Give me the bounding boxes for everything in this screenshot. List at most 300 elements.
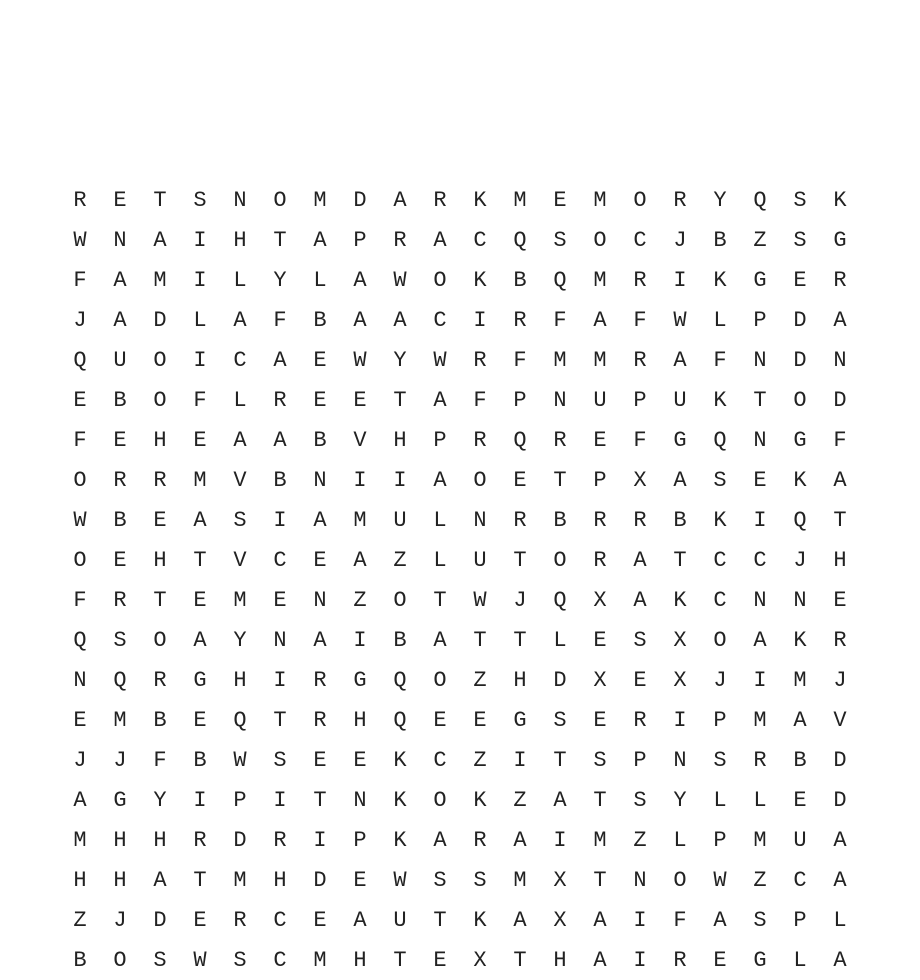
letter-cell[interactable]: H bbox=[353, 947, 367, 973]
letter-cell[interactable]: F bbox=[633, 307, 647, 333]
letter-cell[interactable]: R bbox=[513, 507, 527, 533]
letter-cell[interactable]: E bbox=[793, 787, 807, 813]
letter-cell[interactable]: J bbox=[73, 307, 87, 333]
letter-cell[interactable]: R bbox=[193, 827, 207, 853]
letter-cell[interactable]: A bbox=[833, 827, 847, 853]
letter-cell[interactable]: K bbox=[833, 187, 847, 213]
letter-cell[interactable]: E bbox=[593, 707, 607, 733]
letter-cell[interactable]: L bbox=[313, 267, 327, 293]
letter-cell[interactable]: Z bbox=[353, 587, 367, 613]
letter-cell[interactable]: T bbox=[593, 787, 607, 813]
letter-cell[interactable]: N bbox=[313, 587, 327, 613]
letter-cell[interactable]: T bbox=[193, 867, 207, 893]
letter-cell[interactable]: A bbox=[113, 307, 127, 333]
letter-cell[interactable]: H bbox=[113, 827, 127, 853]
letter-cell[interactable]: O bbox=[153, 347, 167, 373]
letter-cell[interactable]: K bbox=[473, 267, 487, 293]
letter-cell[interactable]: C bbox=[233, 347, 247, 373]
letter-cell[interactable]: H bbox=[513, 667, 527, 693]
letter-cell[interactable]: T bbox=[393, 947, 407, 973]
letter-cell[interactable]: S bbox=[633, 627, 647, 653]
letter-cell[interactable]: F bbox=[633, 427, 647, 453]
letter-cell[interactable]: H bbox=[113, 867, 127, 893]
letter-cell[interactable]: U bbox=[473, 547, 487, 573]
letter-cell[interactable]: C bbox=[753, 547, 767, 573]
letter-cell[interactable]: I bbox=[673, 707, 687, 733]
letter-cell[interactable]: C bbox=[713, 547, 727, 573]
letter-cell[interactable]: Z bbox=[473, 667, 487, 693]
letter-cell[interactable]: Y bbox=[233, 627, 247, 653]
letter-cell[interactable]: K bbox=[793, 627, 807, 653]
letter-cell[interactable]: J bbox=[113, 747, 127, 773]
letter-cell[interactable]: P bbox=[753, 307, 767, 333]
letter-cell[interactable]: K bbox=[793, 467, 807, 493]
letter-cell[interactable]: A bbox=[793, 707, 807, 733]
letter-cell[interactable]: R bbox=[673, 187, 687, 213]
letter-cell[interactable]: A bbox=[273, 347, 287, 373]
letter-cell[interactable]: L bbox=[233, 387, 247, 413]
letter-cell[interactable]: E bbox=[273, 587, 287, 613]
letter-cell[interactable]: J bbox=[513, 587, 527, 613]
letter-cell[interactable]: A bbox=[833, 867, 847, 893]
letter-cell[interactable]: F bbox=[73, 587, 87, 613]
letter-cell[interactable]: C bbox=[433, 307, 447, 333]
letter-cell[interactable]: T bbox=[553, 747, 567, 773]
letter-cell[interactable]: M bbox=[753, 707, 767, 733]
letter-cell[interactable]: K bbox=[713, 507, 727, 533]
letter-cell[interactable]: H bbox=[153, 827, 167, 853]
letter-cell[interactable]: M bbox=[313, 947, 327, 973]
letter-cell[interactable]: W bbox=[393, 867, 407, 893]
letter-cell[interactable]: E bbox=[433, 707, 447, 733]
letter-cell[interactable]: E bbox=[713, 947, 727, 973]
letter-cell[interactable]: L bbox=[233, 267, 247, 293]
letter-cell[interactable]: B bbox=[113, 387, 127, 413]
letter-cell[interactable]: R bbox=[833, 627, 847, 653]
letter-cell[interactable]: V bbox=[833, 707, 847, 733]
letter-cell[interactable]: R bbox=[473, 827, 487, 853]
letter-cell[interactable]: E bbox=[753, 467, 767, 493]
letter-cell[interactable]: R bbox=[273, 387, 287, 413]
letter-cell[interactable]: G bbox=[833, 227, 847, 253]
letter-cell[interactable]: A bbox=[353, 307, 367, 333]
letter-cell[interactable]: C bbox=[633, 227, 647, 253]
letter-cell[interactable]: E bbox=[113, 187, 127, 213]
letter-cell[interactable]: P bbox=[513, 387, 527, 413]
letter-cell[interactable]: P bbox=[353, 827, 367, 853]
letter-cell[interactable]: O bbox=[113, 947, 127, 973]
letter-cell[interactable]: E bbox=[193, 707, 207, 733]
letter-cell[interactable]: P bbox=[233, 787, 247, 813]
letter-cell[interactable]: B bbox=[793, 747, 807, 773]
letter-cell[interactable]: T bbox=[153, 587, 167, 613]
letter-cell[interactable]: Q bbox=[753, 187, 767, 213]
letter-cell[interactable]: D bbox=[833, 387, 847, 413]
letter-cell[interactable]: W bbox=[233, 747, 247, 773]
letter-cell[interactable]: F bbox=[553, 307, 567, 333]
letter-cell[interactable]: Z bbox=[393, 547, 407, 573]
letter-cell[interactable]: W bbox=[73, 227, 87, 253]
letter-cell[interactable]: O bbox=[433, 267, 447, 293]
letter-cell[interactable]: I bbox=[193, 227, 207, 253]
letter-cell[interactable]: A bbox=[233, 427, 247, 453]
letter-cell[interactable]: M bbox=[193, 467, 207, 493]
letter-cell[interactable]: M bbox=[153, 267, 167, 293]
letter-cell[interactable]: U bbox=[593, 387, 607, 413]
letter-cell[interactable]: E bbox=[353, 747, 367, 773]
letter-cell[interactable]: E bbox=[513, 467, 527, 493]
letter-cell[interactable]: E bbox=[73, 387, 87, 413]
letter-cell[interactable]: N bbox=[753, 587, 767, 613]
letter-cell[interactable]: A bbox=[433, 467, 447, 493]
letter-cell[interactable]: H bbox=[153, 427, 167, 453]
letter-cell[interactable]: T bbox=[273, 227, 287, 253]
letter-cell[interactable]: K bbox=[393, 787, 407, 813]
letter-cell[interactable]: N bbox=[753, 347, 767, 373]
letter-cell[interactable]: O bbox=[393, 587, 407, 613]
letter-cell[interactable]: R bbox=[113, 587, 127, 613]
letter-cell[interactable]: S bbox=[113, 627, 127, 653]
letter-cell[interactable]: M bbox=[113, 707, 127, 733]
letter-cell[interactable]: W bbox=[433, 347, 447, 373]
letter-cell[interactable]: B bbox=[273, 467, 287, 493]
letter-cell[interactable]: Z bbox=[633, 827, 647, 853]
letter-cell[interactable]: K bbox=[713, 387, 727, 413]
letter-cell[interactable]: Q bbox=[73, 347, 87, 373]
letter-cell[interactable]: M bbox=[753, 827, 767, 853]
letter-cell[interactable]: N bbox=[73, 667, 87, 693]
letter-cell[interactable]: L bbox=[553, 627, 567, 653]
letter-cell[interactable]: W bbox=[73, 507, 87, 533]
letter-cell[interactable]: F bbox=[673, 907, 687, 933]
letter-cell[interactable]: P bbox=[433, 427, 447, 453]
letter-cell[interactable]: M bbox=[313, 187, 327, 213]
letter-cell[interactable]: L bbox=[793, 947, 807, 973]
letter-cell[interactable]: X bbox=[673, 627, 687, 653]
letter-cell[interactable]: R bbox=[473, 427, 487, 453]
letter-cell[interactable]: I bbox=[193, 347, 207, 373]
letter-cell[interactable]: O bbox=[153, 627, 167, 653]
letter-cell[interactable]: L bbox=[673, 827, 687, 853]
letter-cell[interactable]: B bbox=[673, 507, 687, 533]
letter-cell[interactable]: I bbox=[753, 507, 767, 533]
letter-cell[interactable]: T bbox=[473, 627, 487, 653]
letter-cell[interactable]: S bbox=[713, 747, 727, 773]
letter-cell[interactable]: T bbox=[393, 387, 407, 413]
letter-cell[interactable]: R bbox=[593, 507, 607, 533]
letter-cell[interactable]: Q bbox=[553, 267, 567, 293]
letter-cell[interactable]: N bbox=[833, 347, 847, 373]
letter-cell[interactable]: N bbox=[273, 627, 287, 653]
letter-cell[interactable]: P bbox=[593, 467, 607, 493]
letter-cell[interactable]: R bbox=[633, 707, 647, 733]
letter-cell[interactable]: R bbox=[593, 547, 607, 573]
letter-cell[interactable]: O bbox=[553, 547, 567, 573]
letter-cell[interactable]: Z bbox=[753, 867, 767, 893]
letter-cell[interactable]: K bbox=[473, 787, 487, 813]
letter-cell[interactable]: R bbox=[73, 187, 87, 213]
letter-cell[interactable]: M bbox=[593, 827, 607, 853]
letter-cell[interactable]: N bbox=[113, 227, 127, 253]
letter-cell[interactable]: U bbox=[393, 507, 407, 533]
letter-cell[interactable]: A bbox=[593, 947, 607, 973]
letter-cell[interactable]: Q bbox=[113, 667, 127, 693]
letter-cell[interactable]: I bbox=[313, 827, 327, 853]
letter-cell[interactable]: M bbox=[593, 267, 607, 293]
letter-cell[interactable]: A bbox=[433, 827, 447, 853]
letter-cell[interactable]: B bbox=[113, 507, 127, 533]
letter-cell[interactable]: T bbox=[153, 187, 167, 213]
letter-cell[interactable]: O bbox=[473, 467, 487, 493]
letter-cell[interactable]: K bbox=[473, 187, 487, 213]
letter-cell[interactable]: I bbox=[273, 787, 287, 813]
letter-cell[interactable]: A bbox=[313, 627, 327, 653]
letter-cell[interactable]: A bbox=[393, 187, 407, 213]
letter-cell[interactable]: L bbox=[193, 307, 207, 333]
letter-cell[interactable]: R bbox=[473, 347, 487, 373]
letter-cell[interactable]: A bbox=[313, 227, 327, 253]
letter-cell[interactable]: O bbox=[593, 227, 607, 253]
letter-cell[interactable]: H bbox=[273, 867, 287, 893]
letter-cell[interactable]: M bbox=[593, 347, 607, 373]
letter-cell[interactable]: R bbox=[233, 907, 247, 933]
letter-cell[interactable]: R bbox=[313, 707, 327, 733]
letter-cell[interactable]: S bbox=[233, 507, 247, 533]
letter-cell[interactable]: E bbox=[313, 387, 327, 413]
letter-cell[interactable]: B bbox=[313, 427, 327, 453]
letter-cell[interactable]: I bbox=[193, 267, 207, 293]
letter-cell[interactable]: B bbox=[393, 627, 407, 653]
letter-cell[interactable]: G bbox=[753, 947, 767, 973]
letter-cell[interactable]: O bbox=[433, 667, 447, 693]
letter-cell[interactable]: Y bbox=[673, 787, 687, 813]
letter-cell[interactable]: D bbox=[153, 307, 167, 333]
letter-cell[interactable]: T bbox=[513, 627, 527, 653]
letter-cell[interactable]: F bbox=[153, 747, 167, 773]
letter-cell[interactable]: T bbox=[513, 947, 527, 973]
letter-cell[interactable]: W bbox=[353, 347, 367, 373]
letter-cell[interactable]: R bbox=[753, 747, 767, 773]
letter-cell[interactable]: T bbox=[273, 707, 287, 733]
letter-cell[interactable]: Q bbox=[233, 707, 247, 733]
letter-cell[interactable]: X bbox=[473, 947, 487, 973]
letter-cell[interactable]: Z bbox=[513, 787, 527, 813]
letter-cell[interactable]: A bbox=[593, 307, 607, 333]
letter-cell[interactable]: E bbox=[193, 587, 207, 613]
letter-cell[interactable]: B bbox=[313, 307, 327, 333]
letter-cell[interactable]: S bbox=[753, 907, 767, 933]
letter-cell[interactable]: H bbox=[353, 707, 367, 733]
letter-cell[interactable]: U bbox=[793, 827, 807, 853]
letter-cell[interactable]: V bbox=[353, 427, 367, 453]
letter-cell[interactable]: K bbox=[393, 747, 407, 773]
letter-cell[interactable]: E bbox=[313, 347, 327, 373]
letter-cell[interactable]: K bbox=[673, 587, 687, 613]
letter-cell[interactable]: R bbox=[153, 467, 167, 493]
letter-cell[interactable]: E bbox=[313, 747, 327, 773]
letter-cell[interactable]: S bbox=[553, 707, 567, 733]
letter-cell[interactable]: A bbox=[153, 227, 167, 253]
letter-cell[interactable]: M bbox=[233, 867, 247, 893]
letter-cell[interactable]: T bbox=[433, 907, 447, 933]
letter-cell[interactable]: H bbox=[233, 227, 247, 253]
letter-cell[interactable]: D bbox=[153, 907, 167, 933]
letter-cell[interactable]: N bbox=[793, 587, 807, 613]
letter-cell[interactable]: A bbox=[513, 827, 527, 853]
letter-cell[interactable]: T bbox=[753, 387, 767, 413]
letter-cell[interactable]: D bbox=[833, 747, 847, 773]
letter-cell[interactable]: M bbox=[73, 827, 87, 853]
letter-cell[interactable]: Q bbox=[513, 227, 527, 253]
letter-cell[interactable]: I bbox=[753, 667, 767, 693]
letter-cell[interactable]: S bbox=[793, 187, 807, 213]
letter-cell[interactable]: K bbox=[473, 907, 487, 933]
letter-cell[interactable]: F bbox=[833, 427, 847, 453]
letter-cell[interactable]: D bbox=[233, 827, 247, 853]
letter-cell[interactable]: E bbox=[633, 667, 647, 693]
letter-cell[interactable]: R bbox=[633, 347, 647, 373]
letter-cell[interactable]: T bbox=[833, 507, 847, 533]
letter-cell[interactable]: L bbox=[753, 787, 767, 813]
letter-cell[interactable]: D bbox=[553, 667, 567, 693]
letter-cell[interactable]: A bbox=[353, 907, 367, 933]
letter-cell[interactable]: S bbox=[713, 467, 727, 493]
letter-cell[interactable]: A bbox=[673, 347, 687, 373]
letter-cell[interactable]: M bbox=[233, 587, 247, 613]
letter-cell[interactable]: A bbox=[193, 507, 207, 533]
letter-cell[interactable]: F bbox=[713, 347, 727, 373]
letter-cell[interactable]: O bbox=[153, 387, 167, 413]
letter-cell[interactable]: P bbox=[633, 747, 647, 773]
letter-cell[interactable]: E bbox=[313, 907, 327, 933]
letter-cell[interactable]: E bbox=[593, 427, 607, 453]
letter-cell[interactable]: B bbox=[153, 707, 167, 733]
letter-cell[interactable]: C bbox=[713, 587, 727, 613]
letter-cell[interactable]: S bbox=[633, 787, 647, 813]
letter-cell[interactable]: I bbox=[553, 827, 567, 853]
letter-cell[interactable]: C bbox=[473, 227, 487, 253]
letter-cell[interactable]: E bbox=[113, 427, 127, 453]
letter-cell[interactable]: D bbox=[313, 867, 327, 893]
letter-cell[interactable]: I bbox=[473, 307, 487, 333]
letter-cell[interactable]: K bbox=[393, 827, 407, 853]
letter-cell[interactable]: I bbox=[633, 907, 647, 933]
letter-cell[interactable]: A bbox=[313, 507, 327, 533]
letter-cell[interactable]: Q bbox=[713, 427, 727, 453]
letter-cell[interactable]: R bbox=[633, 267, 647, 293]
letter-cell[interactable]: Q bbox=[793, 507, 807, 533]
letter-cell[interactable]: A bbox=[153, 867, 167, 893]
letter-cell[interactable]: Y bbox=[713, 187, 727, 213]
letter-cell[interactable]: P bbox=[633, 387, 647, 413]
letter-cell[interactable]: O bbox=[73, 467, 87, 493]
letter-cell[interactable]: E bbox=[793, 267, 807, 293]
letter-cell[interactable]: B bbox=[553, 507, 567, 533]
letter-cell[interactable]: G bbox=[753, 267, 767, 293]
letter-cell[interactable]: A bbox=[273, 427, 287, 453]
letter-cell[interactable]: I bbox=[273, 507, 287, 533]
letter-cell[interactable]: I bbox=[273, 667, 287, 693]
letter-cell[interactable]: Y bbox=[393, 347, 407, 373]
letter-cell[interactable]: R bbox=[313, 667, 327, 693]
letter-cell[interactable]: M bbox=[513, 187, 527, 213]
letter-cell[interactable]: A bbox=[433, 627, 447, 653]
letter-cell[interactable]: G bbox=[193, 667, 207, 693]
letter-cell[interactable]: S bbox=[193, 187, 207, 213]
letter-cell[interactable]: R bbox=[553, 427, 567, 453]
letter-cell[interactable]: N bbox=[753, 427, 767, 453]
letter-cell[interactable]: O bbox=[73, 547, 87, 573]
letter-cell[interactable]: T bbox=[513, 547, 527, 573]
letter-cell[interactable]: A bbox=[553, 787, 567, 813]
letter-cell[interactable]: F bbox=[193, 387, 207, 413]
letter-cell[interactable]: R bbox=[513, 307, 527, 333]
letter-cell[interactable]: H bbox=[73, 867, 87, 893]
letter-cell[interactable]: I bbox=[353, 627, 367, 653]
letter-cell[interactable]: T bbox=[553, 467, 567, 493]
letter-cell[interactable]: N bbox=[233, 187, 247, 213]
letter-cell[interactable]: M bbox=[553, 347, 567, 373]
letter-cell[interactable]: D bbox=[793, 307, 807, 333]
letter-cell[interactable]: R bbox=[113, 467, 127, 493]
letter-cell[interactable]: A bbox=[233, 307, 247, 333]
letter-cell[interactable]: S bbox=[473, 867, 487, 893]
letter-cell[interactable]: E bbox=[193, 427, 207, 453]
letter-cell[interactable]: C bbox=[273, 547, 287, 573]
letter-cell[interactable]: C bbox=[433, 747, 447, 773]
letter-cell[interactable]: O bbox=[633, 187, 647, 213]
letter-cell[interactable]: I bbox=[673, 267, 687, 293]
letter-cell[interactable]: A bbox=[593, 907, 607, 933]
letter-cell[interactable]: R bbox=[633, 507, 647, 533]
letter-cell[interactable]: H bbox=[233, 667, 247, 693]
letter-cell[interactable]: A bbox=[353, 267, 367, 293]
letter-cell[interactable]: N bbox=[553, 387, 567, 413]
letter-cell[interactable]: J bbox=[73, 747, 87, 773]
letter-cell[interactable]: S bbox=[553, 227, 567, 253]
letter-cell[interactable]: O bbox=[673, 867, 687, 893]
letter-cell[interactable]: R bbox=[833, 267, 847, 293]
letter-cell[interactable]: P bbox=[793, 907, 807, 933]
letter-cell[interactable]: R bbox=[393, 227, 407, 253]
letter-cell[interactable]: Q bbox=[553, 587, 567, 613]
letter-cell[interactable]: A bbox=[673, 467, 687, 493]
letter-cell[interactable]: R bbox=[273, 827, 287, 853]
letter-cell[interactable]: J bbox=[673, 227, 687, 253]
letter-cell[interactable]: E bbox=[433, 947, 447, 973]
letter-cell[interactable]: E bbox=[353, 387, 367, 413]
letter-cell[interactable]: T bbox=[433, 587, 447, 613]
letter-cell[interactable]: E bbox=[833, 587, 847, 613]
letter-cell[interactable]: Q bbox=[73, 627, 87, 653]
letter-cell[interactable]: G bbox=[673, 427, 687, 453]
letter-cell[interactable]: A bbox=[353, 547, 367, 573]
letter-cell[interactable]: E bbox=[73, 707, 87, 733]
letter-cell[interactable]: A bbox=[433, 227, 447, 253]
letter-cell[interactable]: A bbox=[833, 467, 847, 493]
letter-cell[interactable]: X bbox=[593, 667, 607, 693]
letter-cell[interactable]: X bbox=[633, 467, 647, 493]
letter-cell[interactable]: O bbox=[433, 787, 447, 813]
letter-cell[interactable]: A bbox=[513, 907, 527, 933]
letter-cell[interactable]: H bbox=[393, 427, 407, 453]
letter-cell[interactable]: H bbox=[833, 547, 847, 573]
letter-cell[interactable]: T bbox=[673, 547, 687, 573]
letter-cell[interactable]: W bbox=[193, 947, 207, 973]
letter-cell[interactable]: H bbox=[553, 947, 567, 973]
letter-cell[interactable]: I bbox=[193, 787, 207, 813]
letter-cell[interactable]: T bbox=[593, 867, 607, 893]
